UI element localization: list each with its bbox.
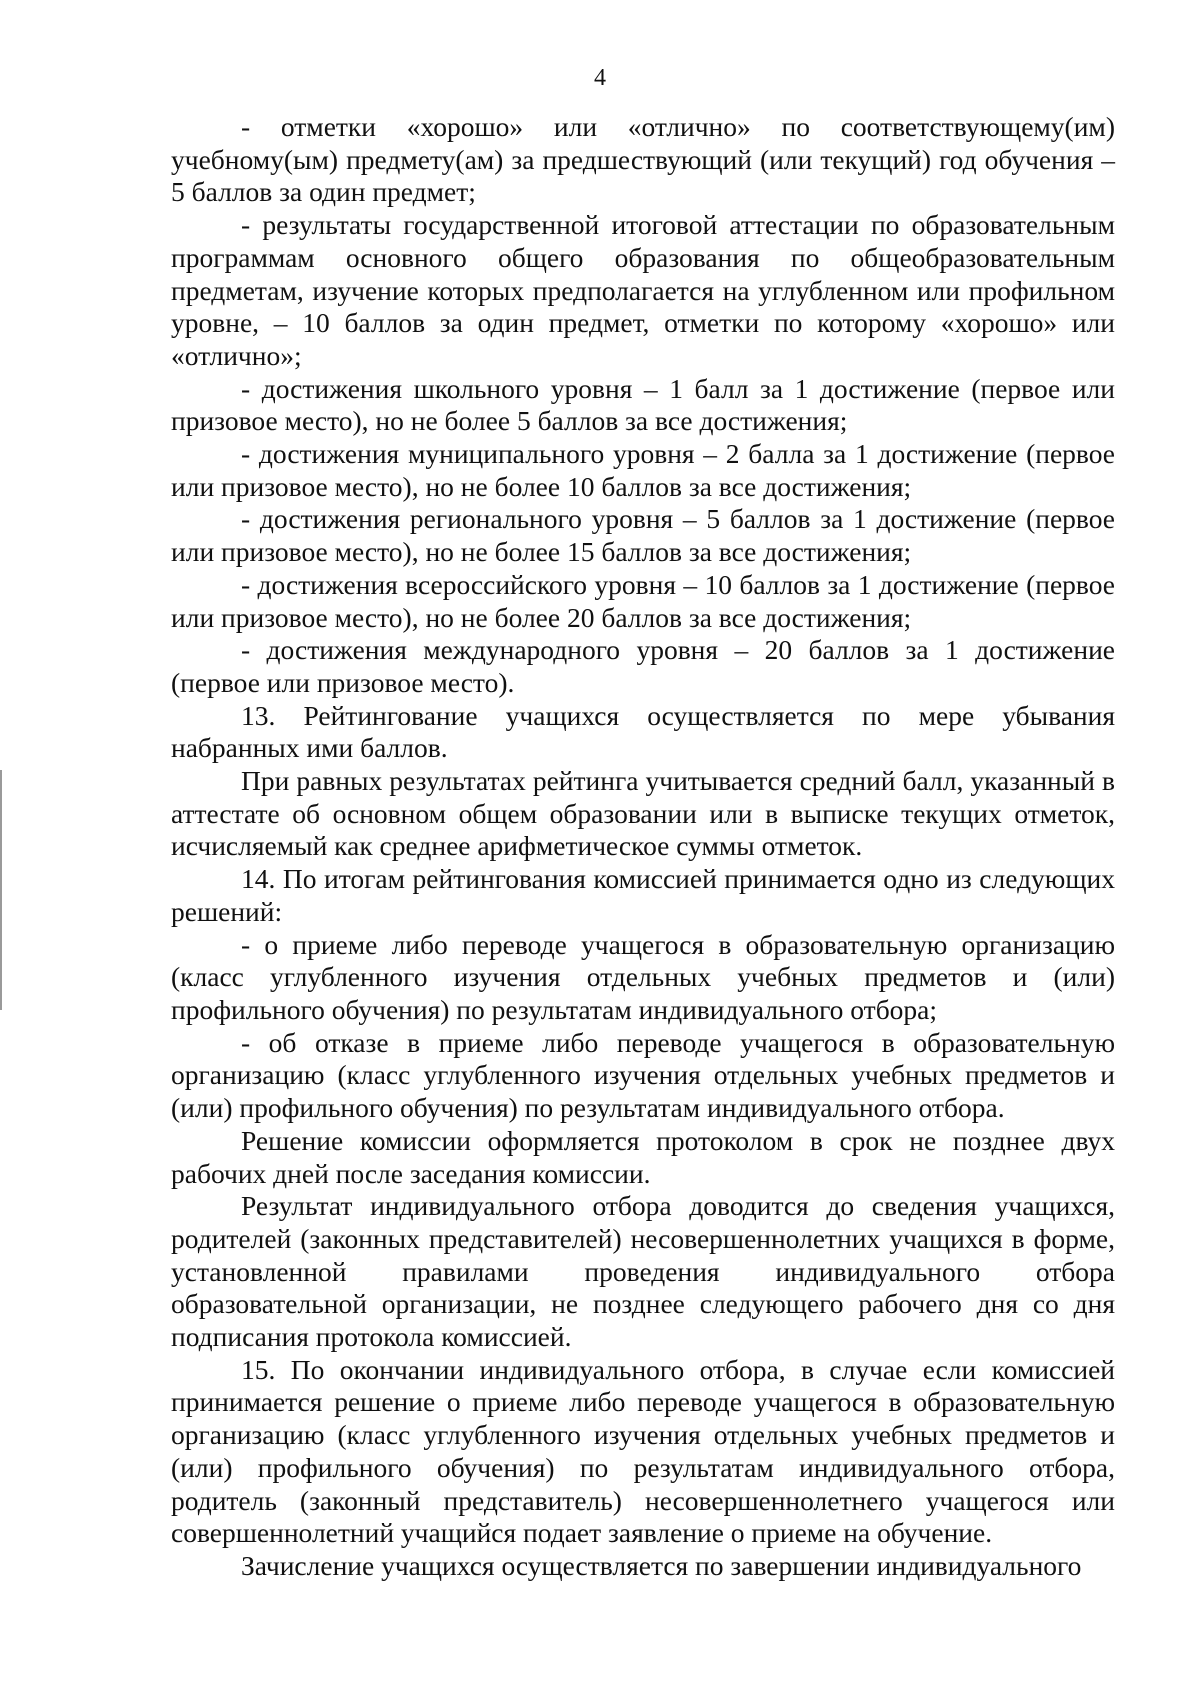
- paragraph-enrollment: Зачисление учащихся осуществляется по завершении индивидуального: [241, 1549, 1082, 1581]
- paragraph-municipal-level-achievements: - достижения муниципального уровня – 2 балла за 1 достижение (первое или призовое место), но не более 10 баллов за все достижения;: [171, 438, 1115, 502]
- paragraph-commission-protocol: Решение комиссии оформляется протоколом в срок не позднее двух рабочих дней после заседания комиссии.: [171, 1124, 1115, 1189]
- paragraph-result-notification: Результат индивидуального отбора доводится до сведения учащихся, родителей (законных представителей) несовершеннолетних учащихся в форме, установленной правилами проведения индивидуального отбора образовательной организации, не позднее следующего рабочего дня со дня подписания протокола комиссией.: [171, 1190, 1115, 1353]
- paragraph-grades-criterion: - отметки «хорошо» или «отлично» по соответствующему(им) учебному(ым) предмету(ам) за предшествующий (или текущий) год обучения – 5 баллов за один предмет;: [171, 111, 1115, 208]
- page-number: 4: [594, 65, 606, 91]
- scan-edge-line: [0, 770, 2, 1010]
- paragraph-clause-14: 14. По итогам рейтингования комиссией принимается одно из следующих решений:: [171, 863, 1115, 927]
- paragraph-decision-refuse: - об отказе в приеме либо переводе учащегося в образовательную организацию (класс углубленного изучения отдельных учебных предметов и (или) профильного обучения) по результатам индивидуального отбора.: [171, 1026, 1115, 1124]
- paragraph-clause-13: 13. Рейтингование учащихся осуществляется по мере убывания набранных ими баллов.: [171, 699, 1115, 764]
- paragraph-equal-results-rule: При равных результатах рейтинга учитывается средний балл, указанный в аттестате об основном общем образовании или в выписке текущих отметок, исчисляемый как среднее арифметическое суммы отметок.: [171, 765, 1115, 862]
- paragraph-state-attestation-criterion: - результаты государственной итоговой аттестации по образовательным программам основного общего образования по общеобразовательным предметам, изучение которых предполагается на углубленном или профильном уровне, – 10 баллов за один предмет, отметки по которому «хорошо» или «отлично»;: [171, 209, 1115, 371]
- paragraph-clause-15: 15. По окончании индивидуального отбора, в случае если комиссией принимается решение о приеме либо переводе учащегося в образовательную организацию (класс углубленного изучения отдельных учебных предметов и (или) профильного обучения) по результатам индивидуального отбора, родитель (законный представитель) несовершеннолетнего учащегося или совершеннолетний учащийся подает заявление о приеме на обучение.: [171, 1353, 1115, 1549]
- paragraph-regional-level-achievements: - достижения регионального уровня – 5 баллов за 1 достижение (первое или призовое место), но не более 15 баллов за все достижения;: [171, 503, 1115, 568]
- paragraph-school-level-achievements: - достижения школьного уровня – 1 балл за 1 достижение (первое или призовое место), но не более 5 баллов за все достижения;: [171, 372, 1115, 437]
- document-body: [171, 111, 1115, 1583]
- paragraph-decision-admit: - о приеме либо переводе учащегося в образовательную организацию (класс углубленного изучения отдельных учебных предметов и (или) профильного обучения) по результатам индивидуального отбора;: [171, 928, 1115, 1025]
- paragraph-international-level-achievements: - достижения международного уровня – 20 баллов за 1 достижение (первое или призовое место).: [171, 634, 1115, 698]
- paragraph-national-level-achievements: - достижения всероссийского уровня – 10 баллов за 1 достижение (первое или призовое место), но не более 20 баллов за все достижения;: [171, 568, 1115, 633]
